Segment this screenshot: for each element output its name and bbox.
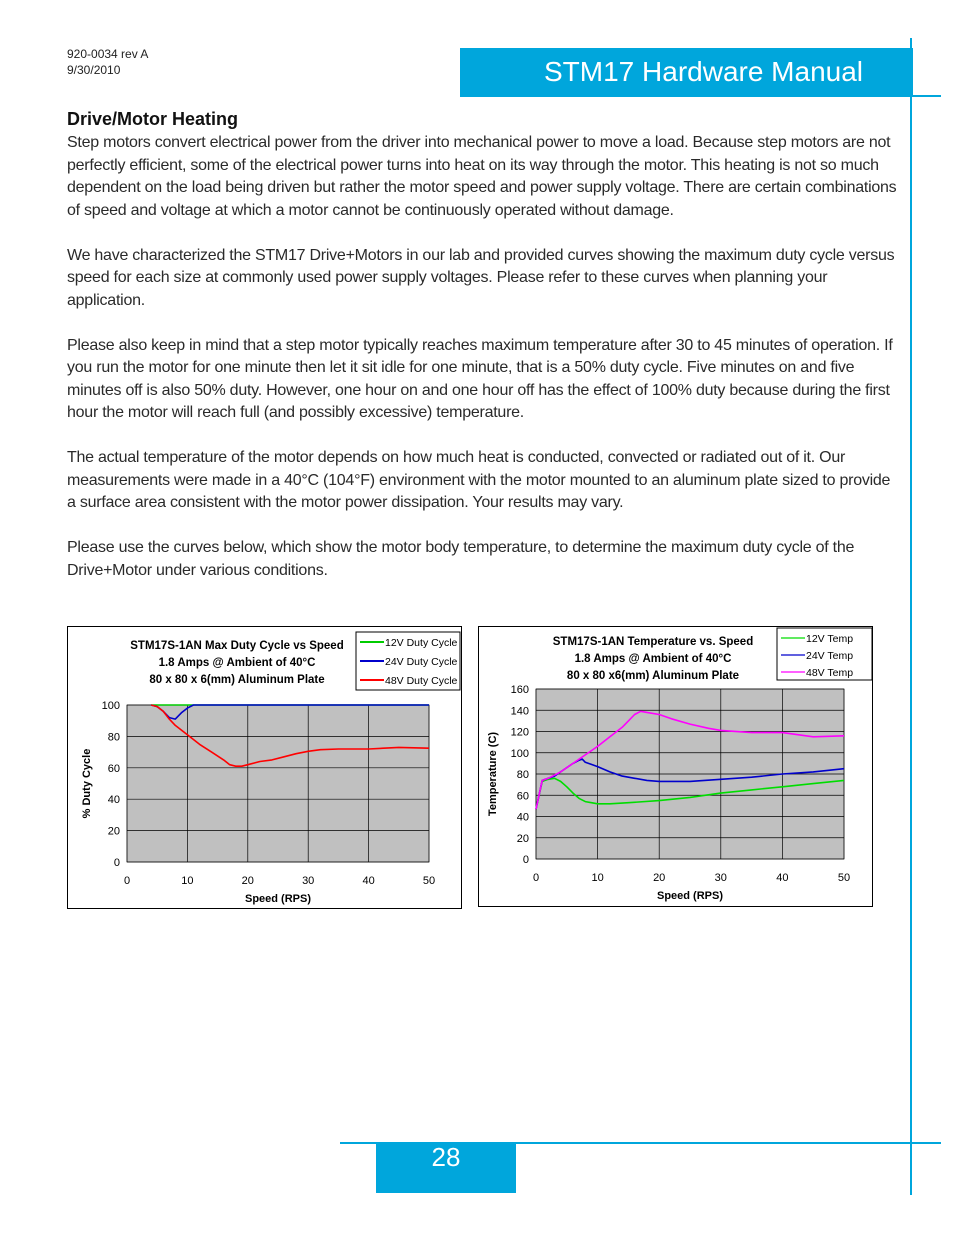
y-tick-label: 120 <box>510 726 529 739</box>
page-number: 28 <box>431 1142 461 1172</box>
y-tick-label: 0 <box>113 857 120 869</box>
y-tick-label: 100 <box>101 700 120 712</box>
doc-number: 920-0034 rev A <box>67 47 149 61</box>
duty-cycle-chart <box>67 626 462 909</box>
plot-area <box>127 705 429 862</box>
y-tick-label: 40 <box>107 794 120 807</box>
x-tick-label: 10 <box>591 872 604 884</box>
margin-rule <box>910 38 912 1195</box>
temperature-chart <box>478 626 873 907</box>
paragraph: Please also keep in mind that a step motor typically reaches maximum temperature after 30 to 45 minutes of operation. If you run the motor for one minute then let it sit idle for one minute, that is a 50% duty cycle. Five minutes on and five minutes off is also 50% duty. However, one hour on and one hour off has the effect of 100% duty because during the first hour the motor will reach full (and possibly excessive) temperature. <box>67 336 893 421</box>
x-tick-label: 50 <box>837 872 851 884</box>
y-tick-label: 20 <box>516 832 529 845</box>
y-tick-label: 0 <box>522 854 529 866</box>
x-tick-label: 40 <box>776 872 789 884</box>
legend-label: 24V Temp <box>806 650 854 662</box>
chart-subtitle: 80 x 80 x6(mm) Aluminum Plate <box>566 670 740 682</box>
section-heading: Drive/Motor Heating <box>67 109 239 129</box>
paragraph: We have characterized the STM17 Drive+Motors in our lab and provided curves showing the maximum duty cycle versus speed for each size at commonly used power supply voltages. Please refer to these curves when planning your application. <box>67 246 895 309</box>
chart-subtitle: 80 x 80 x 6(mm) Aluminum Plate <box>149 674 325 686</box>
y-tick-label: 60 <box>516 790 529 803</box>
chart-subtitle: 1.8 Amps @ Ambient of 40°C <box>158 657 316 669</box>
y-tick-label: 80 <box>516 769 529 781</box>
duty-cycle-chart-svg <box>68 627 461 908</box>
paragraph: Step motors convert electrical power from the driver into mechanical power to move a load. Because step motors are not perfectly efficient, some of the electrical power turns into heat on its way through the motor. This heating is not so much dependent on the load being driven but rather the motor speed and power supply voltage. There are certain combinations of speed and voltage at which a motor cannot be continuously operated without damage. <box>67 134 897 219</box>
legend-label: 12V Temp <box>806 633 854 645</box>
x-axis-label: Speed (RPS) <box>244 893 312 905</box>
header-divider <box>460 95 941 97</box>
y-tick-label: 20 <box>107 825 120 838</box>
y-tick-label: 100 <box>510 747 529 760</box>
document-id <box>67 46 148 78</box>
legend-label: 48V Temp <box>806 667 854 679</box>
paragraph: Please use the curves below, which show the motor body temperature, to determine the maximum duty cycle of the Drive+Motor under various conditions. <box>67 539 855 579</box>
y-tick-label: 80 <box>107 731 120 744</box>
x-tick-label: 10 <box>181 875 194 887</box>
x-tick-label: 30 <box>302 875 315 887</box>
temperature-chart-svg <box>479 627 872 906</box>
x-axis-label: Speed (RPS) <box>656 890 724 902</box>
y-tick-label: 40 <box>516 811 529 824</box>
x-tick-label: 20 <box>241 875 254 887</box>
legend-label: 24V Duty Cycle <box>385 656 458 668</box>
paragraph: The actual temperature of the motor depends on how much heat is conducted, convected or radiated out of it. Our measurements were made in a 40°C (104°F) environment with the motor mounted to an aluminum plate sized to provide a surface area consistent with the motor power dissipation. Your results may vary. <box>67 449 891 511</box>
legend-label: 12V Duty Cycle <box>385 637 458 649</box>
chart-subtitle: 1.8 Amps @ Ambient of 40°C <box>574 653 732 665</box>
x-tick-label: 20 <box>653 872 666 884</box>
y-tick-label: 160 <box>510 684 529 696</box>
legend-label: 48V Duty Cycle <box>385 675 458 687</box>
x-tick-label: 50 <box>422 875 436 887</box>
x-tick-label: 0 <box>532 872 540 884</box>
x-tick-label: 30 <box>714 872 727 884</box>
y-tick-label: 60 <box>107 762 120 775</box>
x-tick-label: 0 <box>123 875 131 887</box>
x-tick-label: 40 <box>362 875 375 887</box>
chart-title: STM17S-1AN Max Duty Cycle vs Speed <box>130 640 344 652</box>
doc-date: 9/30/2010 <box>67 63 121 77</box>
y-axis-label: % Duty Cycle <box>81 748 93 819</box>
body-text <box>67 132 897 605</box>
y-axis-label: Temperature (C) <box>487 731 499 817</box>
y-tick-label: 140 <box>510 705 529 718</box>
chart-title: STM17S-1AN Temperature vs. Speed <box>552 636 754 648</box>
page-title: STM17 Hardware Manual <box>544 56 864 87</box>
